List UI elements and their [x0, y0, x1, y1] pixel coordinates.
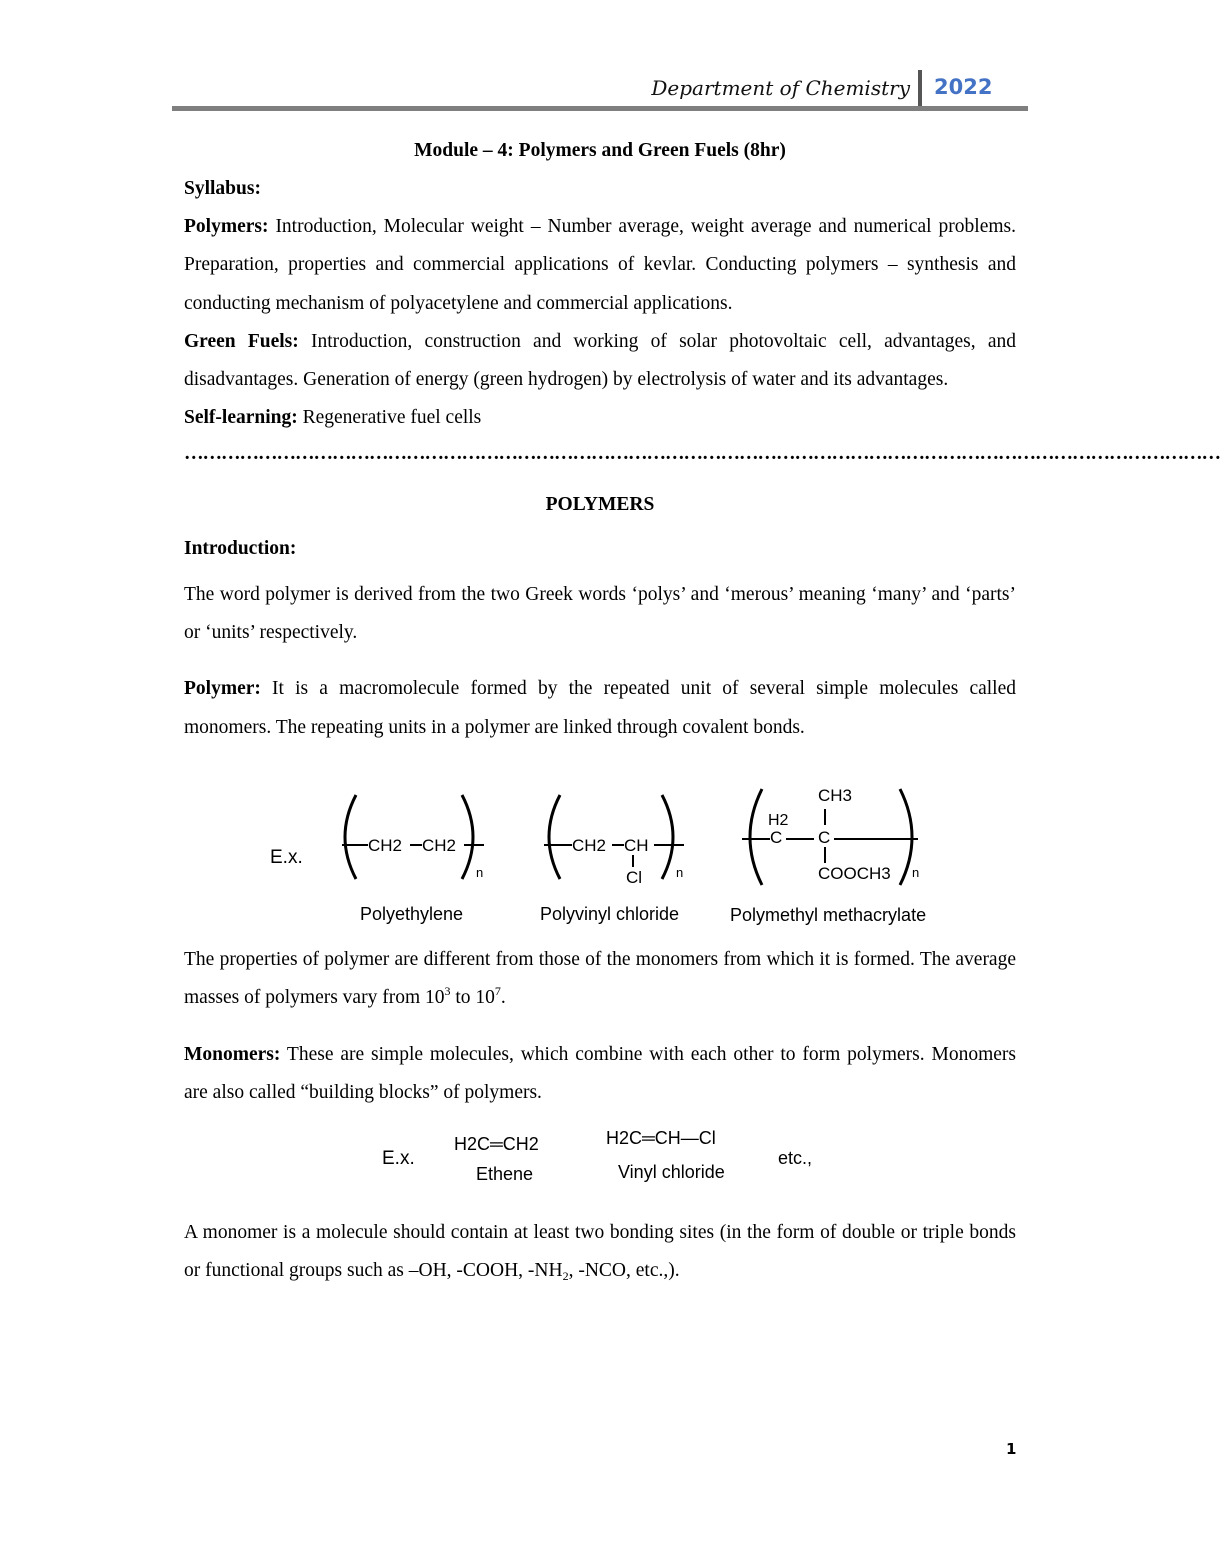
intro-heading: Introduction: — [184, 537, 297, 559]
bonding-sites-text — [184, 1214, 1016, 1291]
pvc-name: Polyvinyl chloride — [540, 903, 680, 924]
pe-n-label: n — [476, 864, 484, 880]
bonding-text-2: , -NCO, etc.,). — [568, 1260, 680, 1282]
syllabus-polymers — [184, 208, 1016, 323]
vinyl-name: Vinyl chloride — [618, 1162, 725, 1183]
pmma-cooch3: COOCH3 — [818, 863, 891, 883]
dotted-separator: …………………………………………………………………………………………………………………………………………………… — [184, 442, 1220, 464]
header-department: Department of Chemistry — [651, 76, 910, 100]
properties-text — [184, 941, 1016, 1018]
pmma-h2: H2 — [768, 811, 789, 829]
header-year: 2022 — [934, 75, 993, 99]
green-fuels-text: Introduction, construction and working of solar photovoltaic cell, advantages, and disadvantages. Generation of energy (green hydrogen) by electrolysis of water and its advantages. — [184, 330, 1016, 391]
polymers-text: Introduction, Molecular weight – Number average, weight average and numerical problems. Preparation, properties and commercial applications of kevlar. Conducting polymers – synthesis and conducting mechanism of polyacetylene and commercial applications. — [184, 216, 1016, 314]
pmma-name: Polymethyl methacrylate — [730, 904, 927, 925]
pmma-c1: C — [770, 827, 783, 847]
bonding-text-1: A monomer is a molecule should contain at least two bonding sites (in the form of double or triple bonds or functional groups such as –OH, -COOH, -NH — [184, 1222, 1016, 1282]
pmma-c2: C — [818, 827, 831, 847]
page-header — [172, 70, 1028, 112]
mass-high-base: 10 — [475, 987, 495, 1009]
self-learning-text: Regenerative fuel cells — [297, 407, 482, 429]
header-separator — [918, 70, 922, 106]
polyethylene-structure — [342, 795, 484, 924]
pvc-ch2: CH2 — [572, 835, 607, 855]
polymer-text: It is a macromolecule formed by the repeated unit of several simple molecules called monomers. The repeating units in a polymer are linked through covalent bonds. — [184, 678, 1016, 738]
pmma-n-label: n — [912, 864, 920, 880]
figure2-ex-label: E.x. — [382, 1148, 415, 1170]
mass-to: to — [450, 987, 476, 1009]
monomers-definition — [184, 1036, 1016, 1113]
mass-high-exp: 7 — [494, 984, 501, 999]
pe-name: Polyethylene — [360, 903, 464, 924]
pmma-structure — [730, 786, 926, 925]
pe-ch2-a: CH2 — [368, 835, 403, 855]
module-title: Module – 4: Polymers and Green Fuels (8hr) — [414, 140, 786, 161]
ethene-name: Ethene — [476, 1164, 534, 1185]
monomer-structures-figure — [184, 1124, 1016, 1200]
pmma-ch3: CH3 — [818, 785, 853, 805]
mass-low-base: 10 — [425, 987, 445, 1009]
page-content — [184, 136, 1220, 1291]
pvc-cl: Cl — [626, 867, 643, 887]
monomers-label: Monomers: — [184, 1043, 281, 1065]
etc-label: etc., — [778, 1148, 813, 1169]
page-number: 1 — [1006, 1440, 1017, 1458]
pvc-ch: CH — [624, 835, 649, 855]
polymer-definition — [184, 670, 1016, 747]
syllabus-heading: Syllabus: — [184, 178, 261, 199]
syllabus-self-learning — [184, 399, 1016, 437]
ethene-formula: H2C═CH2 — [454, 1134, 539, 1155]
pvc-structure — [540, 795, 684, 924]
section-title: POLYMERS — [545, 493, 655, 515]
mass-low-exp: 3 — [444, 984, 451, 999]
polymer-structures-figure — [184, 765, 1016, 935]
intro-text: The word polymer is derived from the two Greek words ‘polys’ and ‘merous’ meaning ‘many’ and ‘parts’ or ‘units’ respectively. — [184, 583, 1016, 644]
polymer-label: Polymer: — [184, 678, 261, 700]
pvc-n-label: n — [676, 864, 684, 880]
vinyl-formula: H2C═CH—Cl — [606, 1128, 716, 1149]
polymers-label: Polymers: — [184, 216, 269, 237]
self-learning-label: Self-learning: — [184, 407, 298, 429]
pe-ch2-b: CH2 — [422, 835, 457, 855]
syllabus-green-fuels — [184, 323, 1016, 400]
figure1-ex-label: E.x. — [270, 846, 303, 868]
header-rule — [172, 106, 1028, 111]
bonding-sub: 2 — [562, 1269, 569, 1284]
green-fuels-label: Green Fuels: — [184, 330, 299, 352]
monomers-text: These are simple molecules, which combine with each other to form polymers. Monomers are also called “building blocks” of polymers. — [184, 1043, 1016, 1103]
mass-end: . — [500, 987, 506, 1009]
properties-main: The properties of polymer are different from those of the monomers from which it is formed. The average masses of polymers vary from — [184, 948, 1016, 1009]
